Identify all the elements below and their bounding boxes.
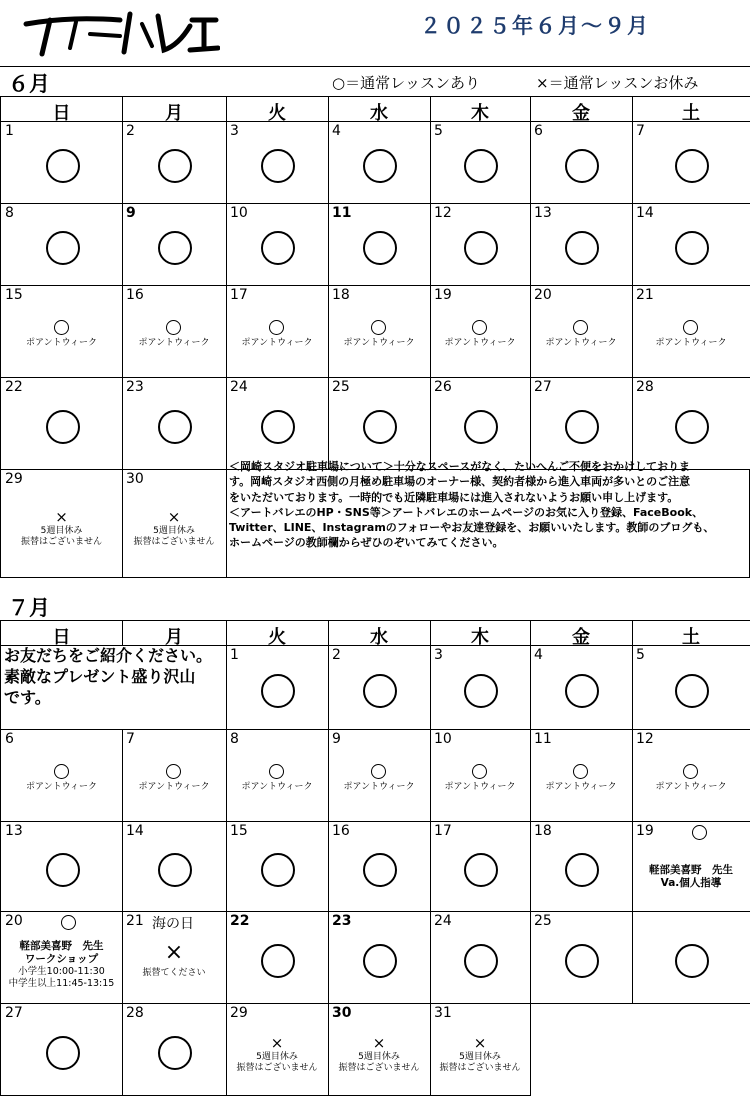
lesson-circle-icon — [61, 915, 76, 930]
june-title-row — [0, 68, 750, 96]
lesson-circle-icon — [363, 944, 397, 978]
day-number: 24 — [230, 379, 248, 395]
closed-cross-icon: × — [55, 508, 68, 526]
day-number: 27 — [534, 379, 552, 395]
day-cell — [328, 730, 431, 822]
lesson-circle-icon — [166, 764, 181, 779]
lesson-circle-icon — [683, 320, 698, 335]
lesson-circle-icon — [158, 231, 192, 265]
weekday-header — [122, 96, 227, 122]
weekday-label: 日 — [52, 103, 71, 124]
fifth-week-note: 5週目休み — [153, 526, 195, 536]
day-cell — [530, 822, 633, 912]
lesson-circle-icon — [464, 944, 498, 978]
day-number: 30 — [126, 471, 144, 487]
lesson-circle-icon — [675, 410, 709, 444]
special-lesson-note: 軽部美喜野 先生 — [649, 864, 733, 876]
day-cell — [122, 122, 227, 204]
lesson-circle-icon — [158, 149, 192, 183]
lesson-circle-icon — [261, 944, 295, 978]
day-number: 15 — [230, 823, 248, 839]
day-number: 5 — [636, 647, 645, 663]
day-number: 29 — [5, 471, 23, 487]
day-number: 25 — [534, 913, 552, 929]
day-cell — [0, 912, 123, 1004]
day-cell — [328, 646, 431, 730]
weekday-label: 月 — [165, 627, 183, 648]
lesson-circle-icon — [158, 410, 192, 444]
day-cell — [0, 470, 123, 578]
weekday-label: 土 — [682, 103, 700, 124]
no-makeup-note: 振替はございません — [20, 537, 102, 547]
closed-cross-icon: × — [164, 940, 184, 965]
day-cell — [226, 730, 329, 822]
day-number: 15 — [5, 287, 23, 303]
day-number: 3 — [434, 647, 443, 663]
day-number: 28 — [636, 379, 654, 395]
fifth-week-note: 5週目休み — [358, 1052, 400, 1062]
day-cell — [0, 730, 123, 822]
day-cell — [632, 912, 750, 1004]
referral-line: 素敵なプレゼント盛り沢山 — [4, 667, 196, 686]
referral-line: お友だちをご紹介ください。 — [4, 646, 213, 665]
page-title: ２０２５年６月～９月 — [420, 14, 650, 38]
weekday-header — [530, 620, 633, 646]
lesson-circle-icon — [692, 825, 707, 840]
day-cell — [226, 646, 329, 730]
fifth-week-note: 5週目休み — [459, 1052, 501, 1062]
no-makeup-note: 振替はございません — [236, 1063, 318, 1073]
weekday-header — [226, 620, 329, 646]
friend-referral-notice — [0, 643, 226, 727]
lesson-circle-icon — [261, 149, 295, 183]
weekday-header — [632, 96, 750, 122]
lesson-circle-icon — [371, 764, 386, 779]
day-cell — [122, 204, 227, 286]
day-cell — [0, 204, 123, 286]
pointe-week-note: ポアントウィーク — [655, 782, 727, 792]
lesson-circle-icon — [261, 853, 295, 887]
day-cell — [632, 204, 750, 286]
lesson-circle-icon — [363, 853, 397, 887]
day-number: 13 — [5, 823, 23, 839]
lesson-circle-icon — [46, 410, 80, 444]
day-cell — [632, 122, 750, 204]
pointe-week-note: ポアントウィーク — [138, 782, 210, 792]
weekday-header — [430, 96, 531, 122]
day-cell — [430, 646, 531, 730]
day-cell — [122, 730, 227, 822]
day-number: 12 — [636, 731, 654, 747]
day-cell — [530, 646, 633, 730]
day-number: 16 — [126, 287, 144, 303]
pointe-week-note: ポアントウィーク — [25, 338, 98, 348]
day-cell — [226, 204, 329, 286]
weekday-label: 日 — [52, 627, 71, 648]
day-number: 9 — [126, 205, 136, 221]
pointe-week-note: ポアントウィーク — [444, 782, 516, 792]
lesson-circle-icon — [261, 410, 295, 444]
weekday-header — [430, 620, 531, 646]
day-cell — [530, 912, 633, 1004]
weekday-header — [632, 620, 750, 646]
special-lesson-note: Va.個人指導 — [660, 877, 722, 889]
no-makeup-note: 振替はございません — [439, 1063, 521, 1073]
day-number: 28 — [126, 1005, 144, 1021]
lesson-circle-icon — [464, 410, 498, 444]
holiday-label: 海の日 — [152, 916, 194, 932]
day-number: 19 — [636, 823, 654, 839]
day-cell — [530, 204, 633, 286]
notice-line: をいただいております。一時的でも近隣駐車場には進入されないようお願い申し上げます。 — [229, 490, 679, 504]
lesson-circle-icon — [464, 149, 498, 183]
day-number: 2 — [126, 123, 135, 139]
pointe-week-note: ポアントウィーク — [545, 338, 617, 348]
day-number: 18 — [534, 823, 552, 839]
weekday-label: 木 — [471, 103, 489, 124]
lesson-circle-icon — [261, 231, 295, 265]
day-cell — [328, 204, 431, 286]
day-number: 11 — [534, 731, 552, 747]
day-cell — [530, 730, 633, 822]
lesson-circle-icon — [269, 320, 284, 335]
lesson-circle-icon — [683, 764, 698, 779]
day-number: 6 — [5, 731, 14, 747]
day-number: 10 — [230, 205, 248, 221]
day-cell — [122, 912, 227, 1004]
day-number: 13 — [534, 205, 552, 221]
day-number: 6 — [534, 123, 543, 139]
weekday-header — [226, 96, 329, 122]
day-number: 23 — [126, 379, 144, 395]
day-number: 30 — [332, 1005, 352, 1021]
day-cell — [0, 822, 123, 912]
lesson-circle-icon — [565, 853, 599, 887]
day-number: 10 — [434, 731, 452, 747]
no-makeup-note: 振替はございません — [133, 537, 215, 547]
weekday-label: 月 — [165, 103, 183, 124]
lesson-circle-icon — [565, 410, 599, 444]
day-number: 2 — [332, 647, 341, 663]
day-cell — [430, 286, 531, 378]
legend-closed: ×＝通常レッスンお休み — [536, 74, 699, 92]
pointe-week-note: ポアントウィーク — [545, 782, 617, 792]
special-lesson-note: 中学生以上11:45-13:15 — [8, 978, 115, 989]
day-number: 4 — [534, 647, 543, 663]
lesson-circle-icon — [565, 944, 599, 978]
no-makeup-note: 振替はございません — [338, 1063, 420, 1073]
day-cell — [632, 646, 750, 730]
june-label: ６月 — [8, 72, 50, 96]
day-cell — [0, 1004, 123, 1096]
day-cell — [430, 912, 531, 1004]
day-cell — [122, 822, 227, 912]
lesson-circle-icon — [54, 320, 69, 335]
lesson-circle-icon — [363, 410, 397, 444]
pointe-week-note: ポアントウィーク — [241, 338, 313, 348]
day-number: 12 — [434, 205, 452, 221]
day-number: 16 — [332, 823, 350, 839]
day-cell — [430, 730, 531, 822]
lesson-circle-icon — [46, 149, 80, 183]
day-number: 1 — [230, 647, 239, 663]
lesson-circle-icon — [464, 674, 498, 708]
day-number: 3 — [230, 123, 239, 139]
legend-open: ○＝通常レッスンあり — [332, 74, 480, 92]
day-cell — [0, 286, 123, 378]
day-number: 20 — [5, 913, 23, 929]
weekday-label: 火 — [268, 627, 286, 648]
lesson-circle-icon — [46, 853, 80, 887]
weekday-header — [530, 96, 633, 122]
lesson-circle-icon — [363, 674, 397, 708]
lesson-circle-icon — [54, 764, 69, 779]
day-number: 17 — [230, 287, 248, 303]
day-cell — [226, 912, 329, 1004]
july-label: ７月 — [8, 596, 50, 620]
lesson-circle-icon — [158, 853, 192, 887]
june-notice — [226, 457, 750, 577]
day-cell — [430, 822, 531, 912]
day-cell — [122, 1004, 227, 1096]
day-number: 27 — [5, 1005, 23, 1021]
notice-line: ホームページの教師欄からぜひのぞいてみてください。 — [229, 536, 504, 550]
day-number: 20 — [534, 287, 552, 303]
lesson-circle-icon — [565, 149, 599, 183]
lesson-circle-icon — [675, 674, 709, 708]
weekday-header — [328, 620, 431, 646]
day-cell — [0, 378, 123, 470]
lesson-circle-icon — [158, 1036, 192, 1070]
closed-cross-icon: × — [473, 1034, 487, 1052]
notice-line: す。岡崎スタジオ西側の月極め駐車場のオーナー様、契約者様から進入車両が多いとのご注意 — [229, 475, 691, 489]
day-number: 1 — [5, 123, 14, 139]
day-number: 18 — [332, 287, 350, 303]
day-number: 11 — [332, 205, 352, 221]
special-lesson-note: 軽部美喜野 先生 — [19, 940, 104, 952]
july-title-row — [0, 592, 750, 620]
art-ballet-logo — [20, 6, 220, 62]
day-cell — [328, 286, 431, 378]
notice-line: ＜岡崎スタジオ駐車場について＞十分なスペースがなく、たいへんご不便をおかけしておりま — [229, 460, 691, 473]
day-number: 4 — [332, 123, 341, 139]
day-number: 17 — [434, 823, 452, 839]
lesson-circle-icon — [46, 1036, 80, 1070]
closed-cross-icon: × — [167, 508, 181, 526]
closed-cross-icon: × — [270, 1034, 284, 1052]
lesson-circle-icon — [573, 320, 588, 335]
fifth-week-note: 5週目休み — [40, 526, 83, 536]
weekday-label: 火 — [268, 103, 286, 124]
special-lesson-note: 小学生10:00-11:30 — [18, 966, 105, 977]
day-number: 14 — [636, 205, 654, 221]
weekday-header — [0, 96, 123, 122]
day-number: 7 — [126, 731, 135, 747]
day-cell — [430, 1004, 531, 1096]
day-cell — [430, 122, 531, 204]
day-cell — [632, 730, 750, 822]
day-cell — [530, 286, 633, 378]
day-cell — [0, 122, 123, 204]
day-number: 8 — [5, 205, 14, 221]
day-number: 21 — [126, 913, 144, 929]
day-cell — [226, 1004, 329, 1096]
lesson-circle-icon — [573, 764, 588, 779]
notice-line: ＜アートバレエのHP・SNS等＞アートバレエのホームページのお気に入り登録、FaceBook、 — [229, 505, 704, 519]
day-cell — [530, 122, 633, 204]
pointe-week-note: ポアントウィーク — [241, 782, 313, 792]
pointe-week-note: ポアントウィーク — [444, 338, 516, 348]
lesson-circle-icon — [46, 231, 80, 265]
pointe-week-note: ポアントウィーク — [138, 338, 210, 348]
day-number: 26 — [434, 379, 452, 395]
day-number: 19 — [434, 287, 452, 303]
pointe-week-note: ポアントウィーク — [25, 782, 98, 792]
lesson-circle-icon — [363, 231, 397, 265]
day-number: 29 — [230, 1005, 248, 1021]
lesson-circle-icon — [269, 764, 284, 779]
day-cell — [122, 378, 227, 470]
pointe-week-note: ポアントウィーク — [343, 782, 415, 792]
day-cell — [226, 286, 329, 378]
day-cell — [122, 286, 227, 378]
makeup-note: 振替てください — [142, 968, 206, 978]
weekday-label: 水 — [370, 627, 388, 648]
day-number: 9 — [332, 731, 341, 747]
weekday-label: 金 — [572, 627, 590, 648]
lesson-circle-icon — [675, 231, 709, 265]
day-number: 31 — [434, 1005, 452, 1021]
lesson-circle-icon — [464, 853, 498, 887]
weekday-label: 木 — [471, 627, 489, 648]
day-number: 22 — [230, 913, 250, 929]
day-number: 24 — [434, 913, 452, 929]
lesson-circle-icon — [565, 231, 599, 265]
day-number: 5 — [434, 123, 443, 139]
day-number: 22 — [5, 379, 23, 395]
day-number: 21 — [636, 287, 654, 303]
day-cell — [328, 122, 431, 204]
day-cell — [632, 822, 750, 912]
day-cell — [226, 122, 329, 204]
day-cell — [430, 204, 531, 286]
lesson-circle-icon — [472, 320, 487, 335]
day-cell — [632, 286, 750, 378]
special-lesson-note: ワークショップ — [24, 953, 99, 965]
day-number: 25 — [332, 379, 350, 395]
referral-line: です。 — [4, 688, 51, 707]
day-number: 8 — [230, 731, 239, 747]
top-rule — [0, 66, 750, 67]
pointe-week-note: ポアントウィーク — [655, 338, 727, 348]
day-cell — [328, 1004, 431, 1096]
closed-cross-icon: × — [372, 1034, 386, 1052]
lesson-circle-icon — [565, 674, 599, 708]
lesson-circle-icon — [675, 149, 709, 183]
day-cell — [328, 822, 431, 912]
lesson-circle-icon — [261, 674, 295, 708]
weekday-header — [328, 96, 431, 122]
day-number: 14 — [126, 823, 144, 839]
lesson-circle-icon — [675, 944, 709, 978]
day-cell — [122, 470, 227, 578]
lesson-circle-icon — [472, 764, 487, 779]
pointe-week-note: ポアントウィーク — [343, 338, 415, 348]
day-cell — [328, 912, 431, 1004]
lesson-circle-icon — [371, 320, 386, 335]
weekday-label: 土 — [682, 627, 700, 648]
lesson-circle-icon — [166, 320, 181, 335]
day-number: 7 — [636, 123, 645, 139]
day-number: 23 — [332, 913, 352, 929]
day-cell — [226, 822, 329, 912]
lesson-circle-icon — [464, 231, 498, 265]
lesson-circle-icon — [363, 149, 397, 183]
weekday-label: 金 — [572, 103, 590, 124]
notice-line: Twitter、LINE、Instagramのフォローやお友達登録を、お願いいたします。教師のブログも、 — [229, 521, 715, 535]
svg-text:アートバレエ: アートバレエ — [20, 6, 26, 7]
weekday-label: 水 — [370, 103, 388, 124]
fifth-week-note: 5週目休み — [256, 1052, 298, 1062]
